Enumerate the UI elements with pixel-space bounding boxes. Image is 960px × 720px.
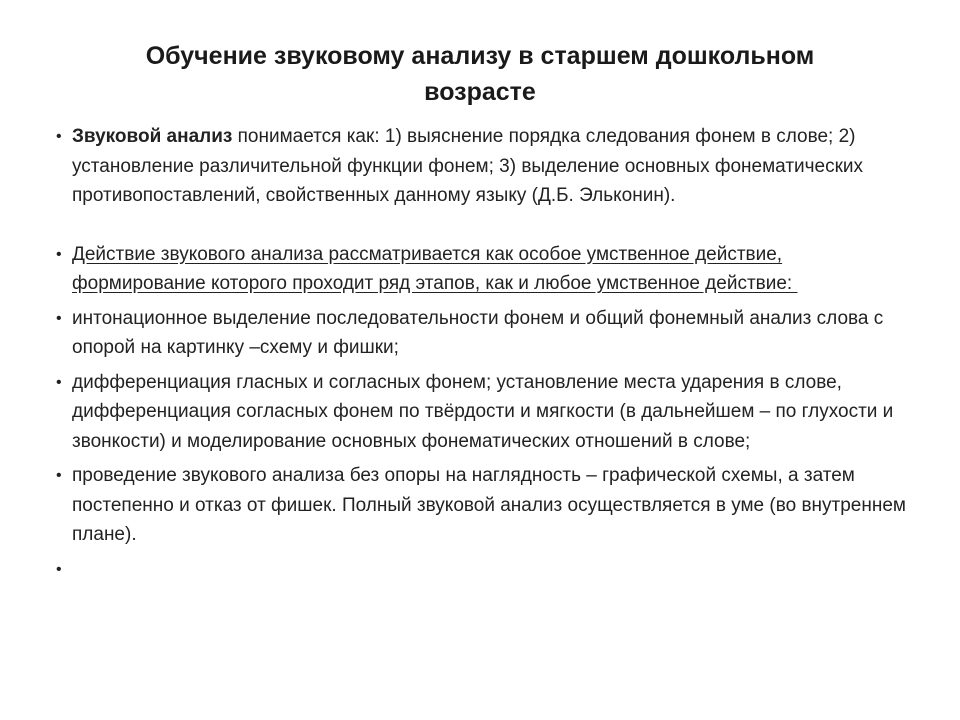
definition-text: понимается как: 1) выяснение порядка следования фонем в слове; 2) установление различительной функции фонем; 3) выделение основных фонематических противопоставлений, свойственных данному языку (Д.Б. Эльконин).: [72, 126, 864, 206]
slide-title: Обучение звуковому анализу в старшем дошкольном возрасте: [145, 42, 815, 106]
bullet-item-definition: [56, 122, 916, 211]
bullet-dot-icon: •: [56, 128, 62, 145]
bullet-dot-icon: •: [56, 245, 62, 263]
bullet-dot-icon: •: [56, 373, 62, 391]
stage-3-text: проведение звукового анализа без опоры на наглядность – графической схемы, а затем постепенно и отказ от фишек. Полный звуковой анализ осуществляется в уме (во внутреннем плане).: [72, 465, 906, 545]
action-text-underlined: Действие звукового анализа рассматривается как особое умственное действие, формирование которого проходит ряд этапов, как и любое умственное действие:: [72, 243, 798, 294]
bullet-item-empty: [56, 555, 916, 585]
bullet-list: [56, 122, 916, 589]
bullet-item-stage-1: [56, 304, 916, 363]
bullet-dot-icon: •: [56, 560, 62, 578]
empty-text: [72, 559, 77, 580]
bullet-dot-icon: •: [56, 309, 62, 327]
bullet-item-stage-3: [56, 461, 916, 550]
bullet-dot-icon: •: [56, 467, 62, 484]
stage-1-text: интонационное выделение последовательности фонем и общий фонемный анализ слова с опорой на картинку –схему и фишки;: [72, 307, 884, 358]
term-bold: Звуковой анализ: [72, 126, 233, 147]
stage-2-text: дифференциация гласных и согласных фонем; установление места ударения в слове, дифференциация согласных фонем по твёрдости и мягкости (в дальнейшем – по глухости и звонкости) и моделирование основных фонематических отношений в слове;: [72, 371, 894, 452]
bullet-item-action: [56, 240, 916, 299]
bullet-item-stage-2: [56, 368, 916, 457]
